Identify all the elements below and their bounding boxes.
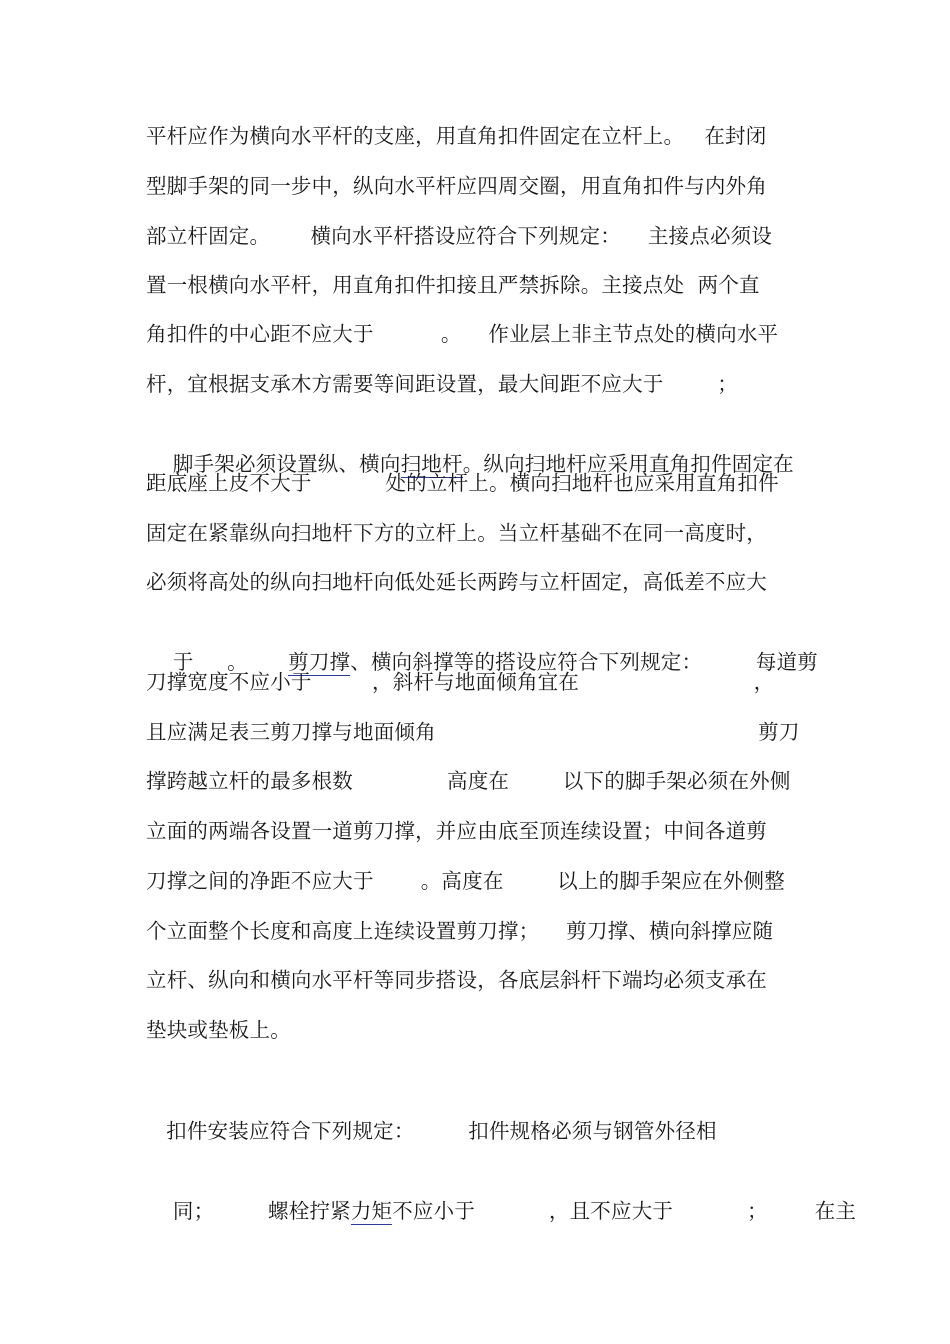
term-link-jiandaocheng[interactable]: 剪刀撑 <box>288 650 351 674</box>
text-line: 刀撑宽度不应小于 ，斜杆与地面倾角宜在 ， <box>146 670 775 694</box>
text-line: 垫块或垫板上。 <box>146 1018 291 1042</box>
term-link-liju[interactable]: 力矩 <box>350 1199 393 1223</box>
text-line: 平杆应作为横向水平杆的支座，用直角扣件固定在立杆上。 在封闭 <box>146 124 767 148</box>
text-line: 刀撑之间的净距不应大于 。高度在 以上的脚手架应在外侧整 <box>146 869 785 893</box>
text-line: 置一根横向水平杆，用直角扣件扣接且严禁拆除。主接点处 两个直 <box>146 273 760 297</box>
text-segment: 于 。 <box>172 650 289 674</box>
text-line: 型脚手架的同一步中，纵向水平杆应四周交圈，用直角扣件与内外角 <box>146 174 767 198</box>
text-segment: 脚手架必须设置纵、横向 <box>172 452 401 476</box>
text-line: 扣件安装应符合下列规定： 扣件规格必须与钢管外径相 <box>146 1119 717 1143</box>
text-segment: 、横向斜撑等的搭设应符合下列规定： 每道剪 <box>350 650 818 674</box>
text-line: 且应满足表三剪刀撑与地面倾角 剪刀 <box>146 720 800 744</box>
text-line: 杆，宜根据支承木方需要等间距设置，最大间距不应大于 ； <box>146 372 738 396</box>
text-segment: 同； 螺栓拧紧 <box>172 1199 351 1223</box>
text-line: 距底座上皮不大于 处的立杆上。横向扫地杆也应采用直角扣件 <box>146 471 779 495</box>
text-line: 必须将高处的纵向扫地杆向低处延长两跨与立杆固定，高低差不应大 <box>146 570 767 594</box>
text-line: 立杆、纵向和横向水平杆等同步搭设，各底层斜杆下端均必须支承在 <box>146 968 767 992</box>
text-line: 立面的两端各设置一道剪刀撑，并应由底至顶连续设置；中间各道剪 <box>146 819 767 843</box>
text-segment: 。纵向扫地杆应采用直角扣件固定在 <box>462 452 794 476</box>
text-segment: 不应小于 ，且不应大于 ； 在主 <box>392 1199 857 1223</box>
text-line: 固定在紧靠纵向扫地杆下方的立杆上。当立杆基础不在同一高度时， <box>146 521 767 545</box>
text-line <box>146 419 806 476</box>
term-link-saodigan[interactable]: 扫地杆 <box>400 452 463 476</box>
text-line: 部立杆固定。 横向水平杆搭设应符合下列规定： 主接点必须设 <box>146 224 773 248</box>
text-line <box>146 617 818 674</box>
text-line: 撑跨越立杆的最多根数 高度在 以下的脚手架必须在外侧 <box>146 769 791 793</box>
text-line <box>146 1166 857 1223</box>
text-line: 个立面整个长度和高度上连续设置剪刀撑； 剪刀撑、横向斜撑应随 <box>146 919 774 943</box>
text-line: 角扣件的中心距不应大于 。 作业层上非主节点处的横向水平 <box>146 322 779 346</box>
